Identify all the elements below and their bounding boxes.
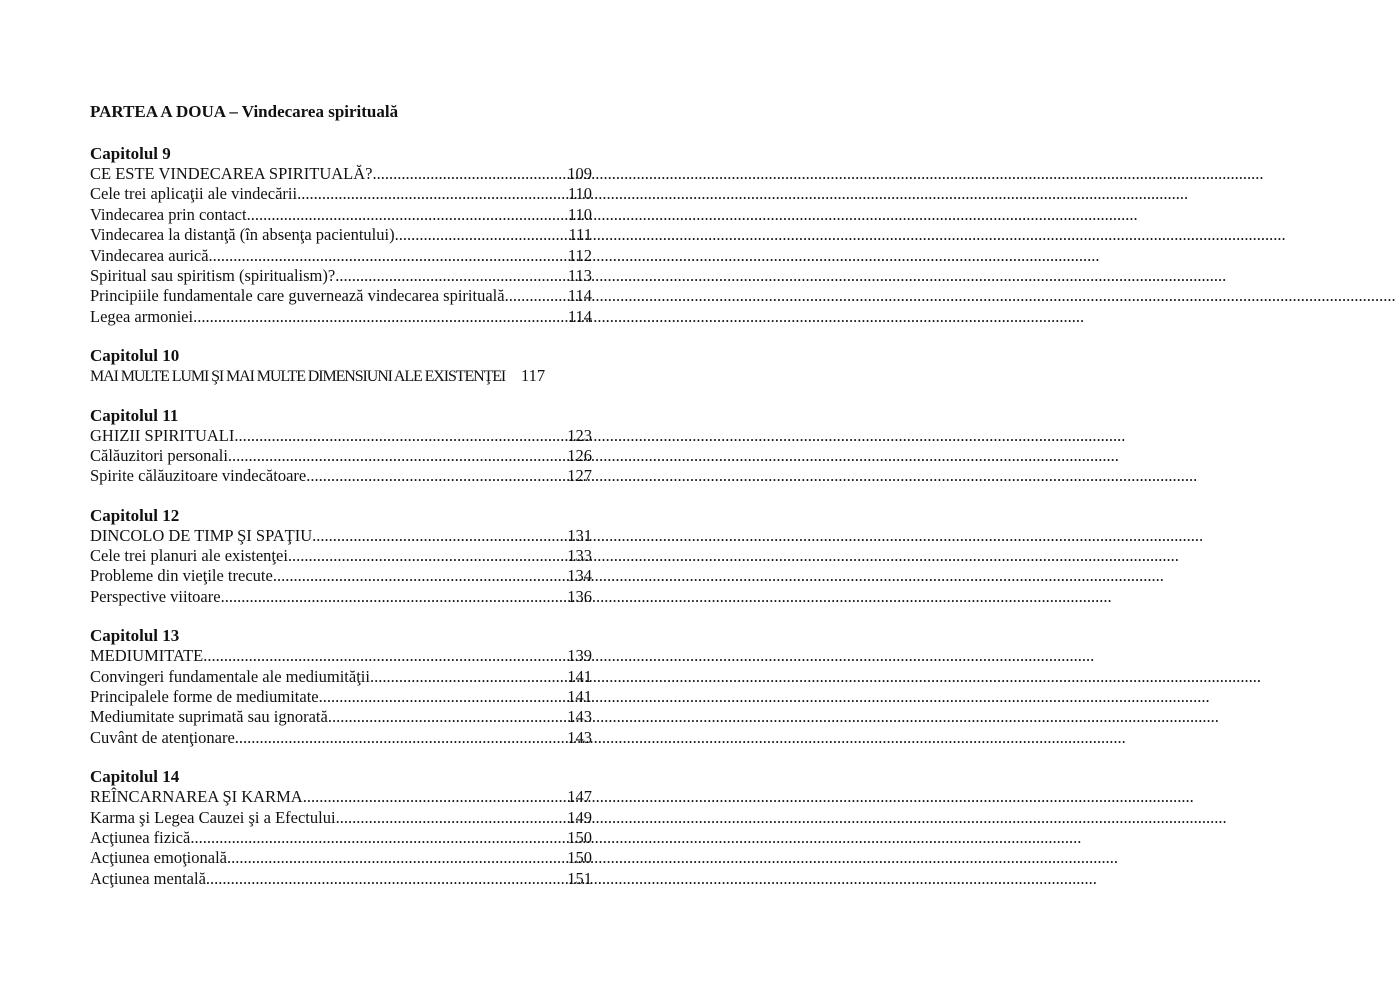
part-title: PARTEA A DOUA – Vindecarea spirituală [90,102,399,121]
chapter-heading: Capitolul 12 [90,505,180,525]
dot-leader [234,426,552,446]
dot-leader [273,566,552,586]
toc-entry-page-number: 110 [567,184,592,204]
toc-entry-title: Cuvânt de atenţionare [90,727,235,747]
toc-entry-page-number: 136 [567,586,592,606]
toc-entry-page-number: 139 [567,646,592,666]
toc-entry-page-number: 113 [567,265,592,285]
dot-leader [221,587,552,607]
toc-entry-page-number: 127 [567,466,592,486]
dot-leader [335,266,552,286]
toc-entry-page-number: 126 [567,445,592,465]
toc-entry-page-number: 143 [567,707,592,727]
toc-entry-page-number: 111 [568,225,592,245]
toc-entry-title: REÎNCARNAREA ŞI KARMA [90,787,303,807]
toc-entry[interactable] [90,687,592,707]
dot-leader [319,687,552,707]
toc-entry[interactable] [90,728,592,748]
toc-entry[interactable] [90,587,592,607]
toc-entry-title: Călăuzitori personali [90,445,228,465]
toc-entry[interactable] [90,266,592,286]
chapter [90,346,592,386]
dot-leader [209,246,552,266]
dot-leader [228,446,552,466]
toc-entry-page-number: 149 [567,807,592,827]
toc-entry-page-number: 114 [567,286,592,306]
dot-leader [206,869,552,889]
chapter-list [90,144,592,889]
dot-leader [328,707,552,727]
chapter-heading: Capitolul 9 [90,144,171,163]
dot-leader [312,526,552,546]
toc-entry[interactable] [90,466,592,486]
toc-entry-page-number: 110 [567,204,592,224]
toc-entry-title: Probleme din vieţile trecute [90,566,273,586]
toc-entry[interactable] [90,869,592,889]
toc-entry-page-number: 150 [567,848,592,868]
toc-entry[interactable] [90,848,592,868]
toc-entry-page-number: 131 [567,525,592,545]
toc-entry-title: GHIZII SPIRITUALI [90,425,235,445]
toc-entry-title: CE ESTE VINDECAREA SPIRITUALĂ? [90,164,373,183]
toc-entry-page-number: 134 [567,566,592,586]
chapter-heading: Capitolul 11 [90,405,179,425]
toc-entry-title: Acţiunea emoţională [90,848,227,868]
toc-entry[interactable] [90,787,592,807]
toc-entry-title: Principalele forme de mediumitate [90,687,319,707]
toc-entry-title: Mediumitate suprimată sau ignorată [90,707,328,727]
toc-entry-title: MEDIUMITATE [90,646,204,666]
toc-entry-page-number: 143 [567,727,592,747]
chapter-heading: Capitolul 13 [90,626,180,646]
toc-entry-title: Vindecarea la distanţă (în absenţa pacientului) [90,225,395,245]
toc-entry-page-number: 114 [567,306,592,326]
toc-entry-title: Legea armoniei [90,306,194,326]
toc-entry[interactable] [90,546,592,566]
toc-entry[interactable] [90,246,592,266]
dot-leader [297,184,552,204]
toc-entry[interactable] [90,566,592,586]
toc-entry[interactable] [90,307,592,327]
toc-entry[interactable] [90,828,592,848]
dot-leader [203,646,552,666]
table-of-contents [90,101,592,908]
dot-leader [247,205,552,225]
toc-entry[interactable] [90,205,592,225]
toc-entry-title: Principiile fundamentale care guvernează vindecarea spirituală [90,286,505,306]
dot-leader [372,164,552,184]
chapter-heading: Capitolul 10 [90,346,180,366]
dot-leader [190,828,552,848]
toc-entry[interactable] [90,164,592,184]
toc-entry[interactable] [90,707,592,727]
toc-entry-page-number: 109 [567,164,592,183]
toc-entry-title: Acţiunea mentală [90,868,206,888]
toc-entry[interactable] [90,646,592,666]
toc-entry[interactable] [90,426,592,446]
toc-entry-page-number: 123 [567,425,592,445]
toc-entry-page-number: 147 [567,787,592,807]
toc-entry[interactable] [90,286,592,306]
toc-entry-title: DINCOLO DE TIMP ŞI SPAŢIU [90,525,313,545]
toc-entry-title: Cele trei aplicaţii ale vindecării [90,184,298,204]
dot-leader [288,546,552,566]
toc-entry[interactable] [90,225,592,245]
chapter-heading: Capitolul 14 [90,767,180,787]
toc-entry[interactable] [90,184,592,204]
toc-entry[interactable] [90,526,592,546]
toc-entry-title: Spirite călăuzitoare vindecătoare [90,466,307,486]
toc-entry-page-number: 151 [567,868,592,888]
toc-entry-title: MAI MULTE LUMI ŞI MAI MULTE DIMENSIUNI ALE EXISTENŢEI [90,368,506,386]
toc-entry-page-number: 150 [567,827,592,847]
toc-entry-page-number: 133 [567,546,592,566]
dot-leader [306,466,552,486]
toc-entry-title: Spiritual sau spiritism (spiritualism)? [90,265,336,285]
toc-entry[interactable] [90,808,592,828]
dot-leader [227,848,552,868]
toc-entry-title: Karma şi Legea Cauzei şi a Efectului [90,807,336,827]
dot-leader [336,808,552,828]
toc-entry-title: Convingeri fundamentale ale mediumităţii [90,666,370,686]
dot-leader [303,787,552,807]
chapter [90,144,592,327]
dot-leader [395,225,552,245]
toc-entry-title: Vindecarea prin contact [90,204,247,224]
chapter [90,626,592,748]
chapter [90,406,592,487]
toc-entry-page-number: 141 [567,687,592,707]
dot-leader [505,286,552,306]
toc-entry[interactable] [90,366,592,386]
toc-entry[interactable] [90,446,592,466]
toc-entry-page-number: 117 [521,366,546,386]
dot-leader [370,667,552,687]
toc-entry-title: Vindecarea aurică [90,245,209,265]
toc-entry-title: Perspective viitoare [90,586,221,606]
toc-entry-title: Cele trei planuri ale existenţei [90,546,288,566]
toc-entry[interactable] [90,667,592,687]
chapter [90,767,592,889]
dot-leader [235,728,552,748]
toc-entry-title: Acţiunea fizică [90,827,191,847]
dot-leader [193,307,552,327]
chapter [90,506,592,608]
toc-entry-page-number: 141 [567,666,592,686]
toc-entry-page-number: 112 [567,245,592,265]
